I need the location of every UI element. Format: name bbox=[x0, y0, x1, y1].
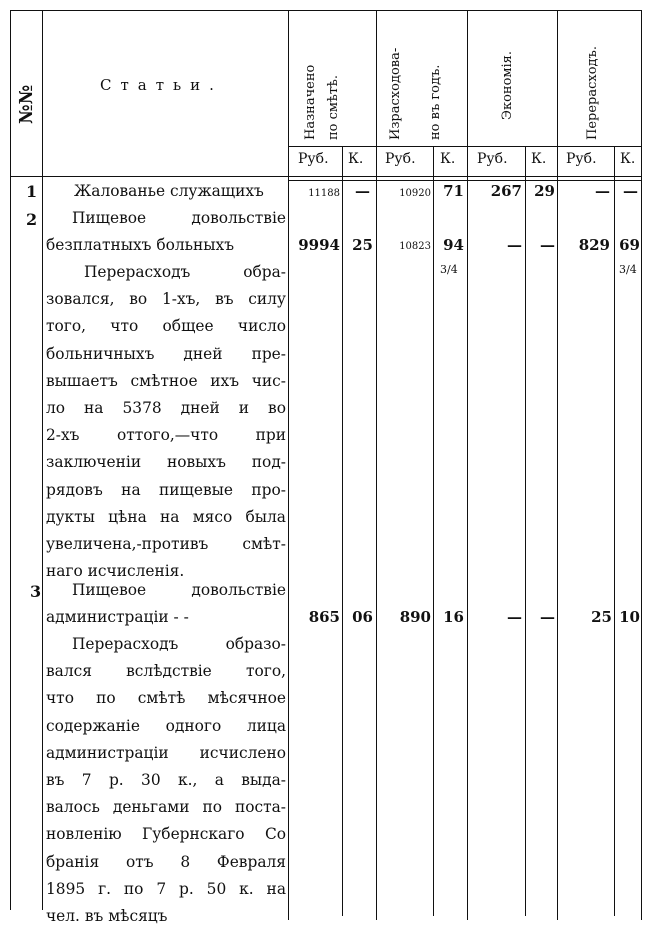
col-overspend-kop-rule bbox=[614, 146, 615, 916]
row-title: Пищевое довольствіе безплатныхъ больныхъ bbox=[46, 209, 286, 255]
row-note: Перерасходъ образо- вался вслѣдствіе того, что по смѣтѣ мѣсячное содержаніе одного лица администраціи исчислено въ 7 р. 30 к., а выда- валось деньгами по поста- новленію Губернскаго Со бранія отъ 8 Февраля 1895 г. по 7 р. 50 к. на чел. въ мѣсяцъ bbox=[46, 635, 286, 926]
row-number: 3 bbox=[30, 582, 42, 601]
header-spent-line1: Израсходова- bbox=[388, 47, 403, 140]
economy-kop: 29 bbox=[534, 182, 555, 200]
header-economy: Экономія. bbox=[500, 51, 515, 120]
unit-over-rub: Руб. bbox=[566, 151, 597, 167]
economy-rub: — bbox=[507, 608, 522, 626]
assigned-kop: — bbox=[355, 182, 370, 200]
unit-spent-kop: К. bbox=[440, 151, 456, 167]
spent-kop: 16 bbox=[443, 608, 464, 626]
assigned-kop: 25 bbox=[352, 236, 373, 254]
unit-spent-rub: Руб. bbox=[385, 151, 416, 167]
row-number: 2 bbox=[26, 210, 38, 229]
spent-kop-fraction: 3/4 bbox=[440, 263, 458, 276]
spent-rub: 10823 bbox=[399, 241, 431, 252]
top-rule bbox=[10, 10, 642, 11]
row-note: Перерасходъ обра- зовался, во 1-хъ, въ силу того, что общее число больничныхъ дней пре- вышаетъ смѣтное ихъ чис- ло на 5378 дней и во 2-хъ оттого,—что при заключеніи новыхъ под- рядовъ на пищевые про- дукты цѣна на мясо была увеличена,-противъ смѣт- наго исчисленія. bbox=[46, 263, 286, 581]
over-kop-fraction: 3/4 bbox=[619, 263, 637, 276]
header-overspend: Перерасходъ. bbox=[585, 46, 600, 140]
unit-over-kop: К. bbox=[620, 151, 636, 167]
economy-kop: — bbox=[540, 608, 555, 626]
over-kop: — bbox=[623, 182, 638, 200]
header-assigned-line2: по смѣтѣ. bbox=[326, 74, 341, 140]
assigned-kop: 06 bbox=[352, 608, 373, 626]
assigned-rub: 11188 bbox=[308, 188, 340, 199]
over-rub: 829 bbox=[578, 236, 610, 254]
col-economy-kop-rule bbox=[525, 146, 526, 916]
header-assigned-line1: Назначено bbox=[303, 64, 318, 140]
col-no-rule bbox=[42, 10, 43, 910]
over-kop: 69 bbox=[619, 236, 640, 254]
row-title: Жалованье служащихъ bbox=[74, 182, 264, 200]
economy-rub: 267 bbox=[490, 182, 522, 200]
col-overspend-rule bbox=[557, 10, 558, 920]
spent-rub: 890 bbox=[399, 608, 431, 626]
assigned-rub: 865 bbox=[308, 608, 340, 626]
assigned-rub: 9994 bbox=[298, 236, 340, 254]
spent-kop: 71 bbox=[443, 182, 464, 200]
unit-assigned-rub: Руб. bbox=[298, 151, 329, 167]
col-articles-rule bbox=[288, 10, 289, 920]
row-number: 1 bbox=[26, 182, 38, 201]
col-economy-rule bbox=[467, 10, 468, 920]
spent-kop: 94 bbox=[443, 236, 464, 254]
unit-economy-rub: Руб. bbox=[477, 151, 508, 167]
economy-kop: — bbox=[540, 236, 555, 254]
col-assigned-kop-rule bbox=[342, 146, 343, 916]
left-border bbox=[10, 10, 11, 910]
spent-rub: 10920 bbox=[399, 188, 431, 199]
over-rub: — bbox=[595, 182, 610, 200]
header-articles: Статьи. bbox=[100, 76, 223, 94]
unit-economy-kop: К. bbox=[531, 151, 547, 167]
right-border bbox=[641, 10, 642, 920]
row-title: Пищевое довольствіе администраціи - - bbox=[46, 581, 286, 627]
header-spent-line2: но въ годъ. bbox=[428, 64, 443, 140]
over-kop: 10 bbox=[619, 608, 640, 626]
unit-assigned-kop: К. bbox=[348, 151, 364, 167]
col-spent-kop-rule bbox=[433, 146, 434, 916]
col-spent-rule bbox=[376, 10, 377, 920]
header-no-symbol: №№ bbox=[16, 84, 37, 124]
economy-rub: — bbox=[507, 236, 522, 254]
over-rub: 25 bbox=[591, 608, 612, 626]
